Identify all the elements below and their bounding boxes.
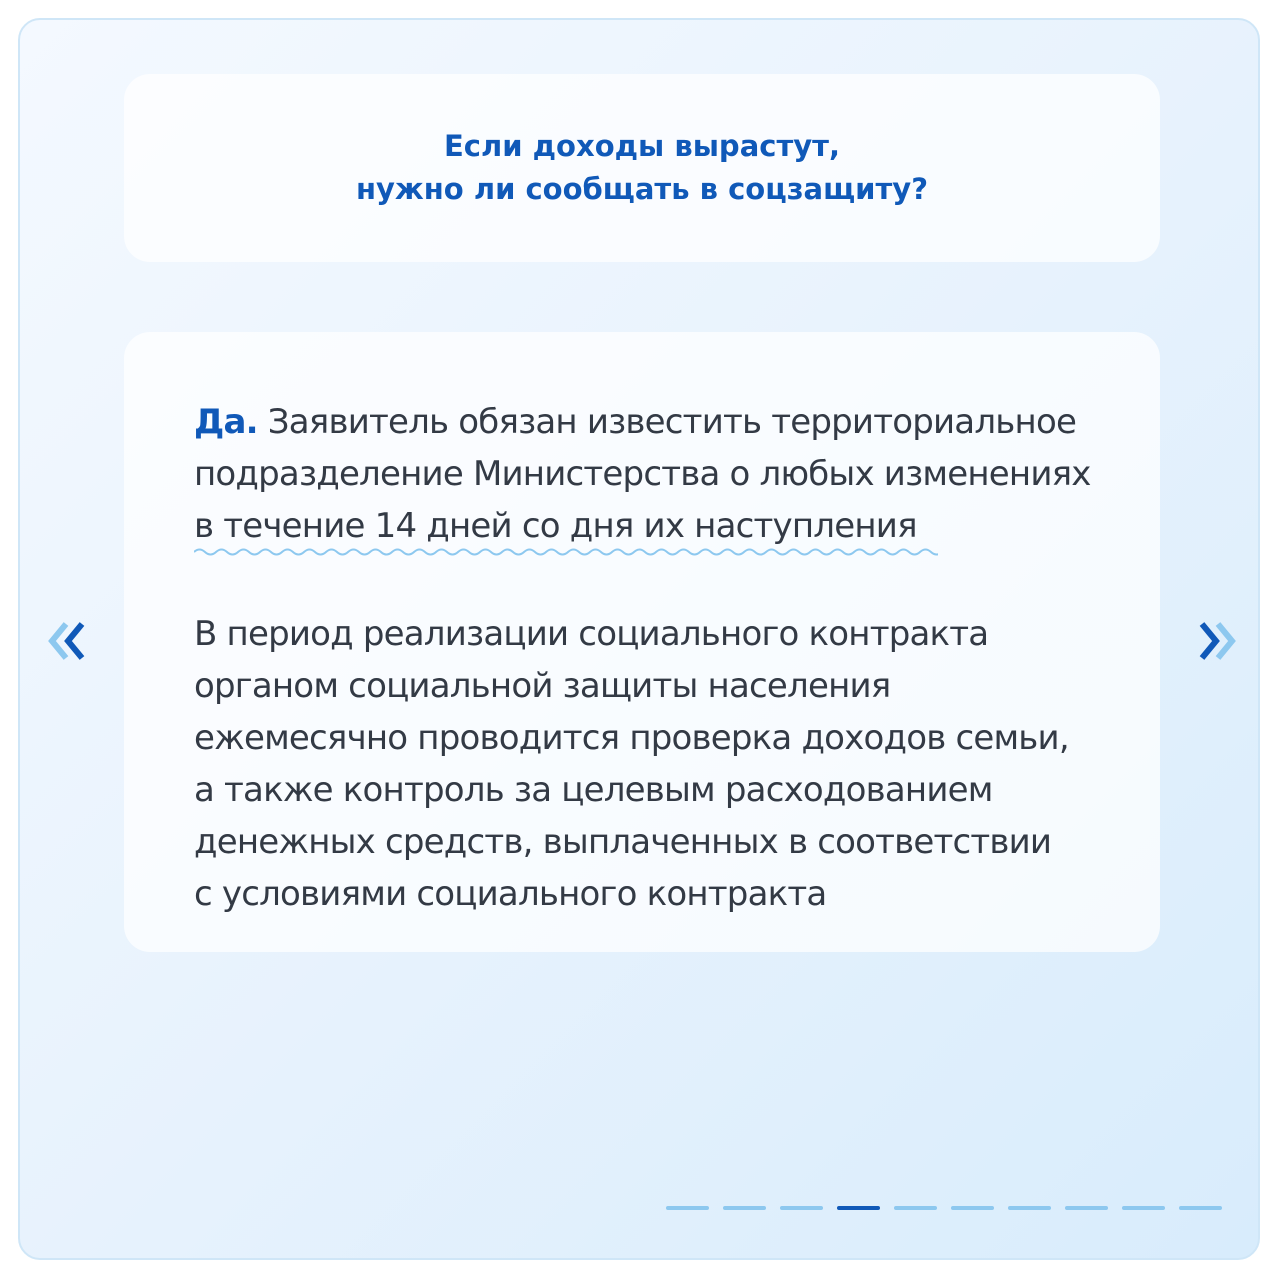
pager-segment[interactable] [1065,1206,1108,1210]
pager-segment[interactable] [723,1206,766,1210]
details-line: органом социальной защиты населения [194,666,891,706]
pager-segment[interactable] [951,1206,994,1210]
pager-segment-active[interactable] [837,1206,880,1210]
pager-segment[interactable] [1008,1206,1051,1210]
pager-segment[interactable] [894,1206,937,1210]
details-paragraph [194,608,1134,920]
answer-card [124,332,1160,952]
details-line: денежных средств, выплаченных в соответствии [194,822,1052,862]
prev-slide-button[interactable] [44,618,94,664]
answer-lead: Да. [194,402,258,442]
question-line: нужно ли сообщать в соцзащиту? [355,172,929,206]
answer-line-text: Заявитель обязан известить территориальное [267,402,1077,442]
details-line: с условиями социального контракта [194,874,827,914]
details-line: а также контроль за целевым расходованием [194,770,993,810]
pager-segment[interactable] [780,1206,823,1210]
answer-line: подразделение Министерства о любых изменениях [194,454,1091,494]
pager-segment[interactable] [1122,1206,1165,1210]
details-line: ежемесячно проводится проверка доходов семьи, [194,718,1069,758]
pager-segment[interactable] [1179,1206,1222,1210]
answer-line: в течение 14 дней со дня их наступления [194,506,917,546]
question-line: Если доходы вырастут, [443,129,840,163]
answer-paragraph [194,396,1134,558]
slide-frame [18,18,1260,1260]
details-line: В период реализации социального контракта [194,614,989,654]
slide-pager [666,1206,1222,1210]
question-title [356,125,928,211]
pager-segment[interactable] [666,1206,709,1210]
double-chevron-left-icon [44,618,94,664]
double-chevron-right-icon [1190,618,1240,664]
next-slide-button[interactable] [1190,618,1240,664]
question-card [124,74,1160,262]
answer-line [194,396,1134,448]
